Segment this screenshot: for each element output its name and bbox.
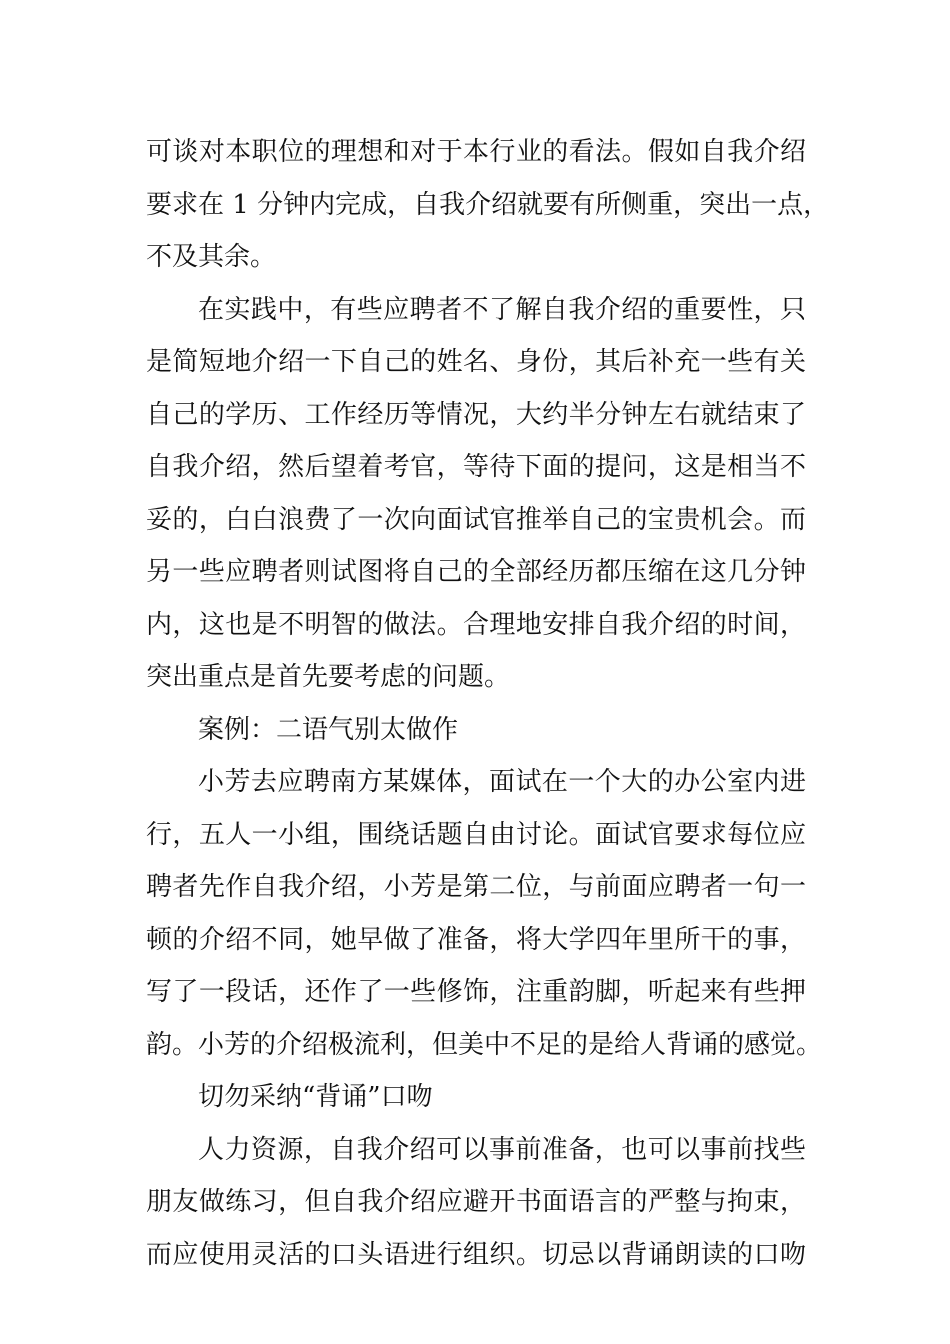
document-body	[146, 126, 830, 1281]
text-line: 自我介绍，然后望着考官，等待下面的提问，这是相当不	[146, 452, 806, 482]
text-line: 是简短地介绍一下自己的姓名、身份，其后补充一些有关	[146, 347, 806, 377]
text-line: 朋友做练习，但自我介绍应避开书面语言的严整与拘束，	[146, 1187, 806, 1217]
text-line: 行，五人一小组，围绕话题自由讨论。面试官要求每位应	[146, 819, 806, 850]
text-line: 聘者先作自我介绍，小芳是第二位，与前面应聘者一句一	[146, 872, 806, 902]
text-line: 内，这也是不明智的做法。合理地安排自我介绍的时间，	[146, 609, 806, 640]
text-line: 另一些应聘者则试图将自己的全部经历都压缩在这几分钟	[146, 557, 806, 587]
text-line: 自己的学历、工作经历等情况，大约半分钟左右就结束了	[146, 399, 806, 430]
section-heading: 切勿采纳“背诵”口吻	[198, 1082, 433, 1112]
text-line: 韵。小芳的介绍极流利，但美中不足的是给人背诵的感觉。	[146, 1029, 823, 1060]
text-line: 突出重点是首先要考虑的问题。	[146, 662, 511, 692]
text-line: 顿的介绍不同，她早做了准备，将大学四年里所干的事，	[146, 924, 806, 955]
text-line: 在实践中，有些应聘者不了解自我介绍的重要性，只	[198, 294, 806, 325]
text-line: 而应使用灵活的口头语进行组织。切忌以背诵朗读的口吻	[146, 1239, 806, 1270]
text-line: 要求在 1 分钟内完成，自我介绍就要有所侧重，突出一点，	[146, 189, 830, 220]
text-line: 小芳去应聘南方某媒体，面试在一个大的办公室内进	[198, 767, 806, 797]
text-line: 写了一段话，还作了一些修饰，注重韵脚，听起来有些押	[146, 977, 806, 1007]
text-line: 妥的，白白浪费了一次向面试官推举自己的宝贵机会。而	[146, 504, 806, 535]
text-line: 可谈对本职位的理想和对于本行业的看法。假如自我介绍	[146, 137, 806, 167]
text-line: 人力资源，自我介绍可以事前准备，也可以事前找些	[198, 1134, 806, 1165]
text-line: 不及其余。	[146, 242, 277, 272]
section-heading: 案例：二语气别太做作	[198, 714, 459, 745]
